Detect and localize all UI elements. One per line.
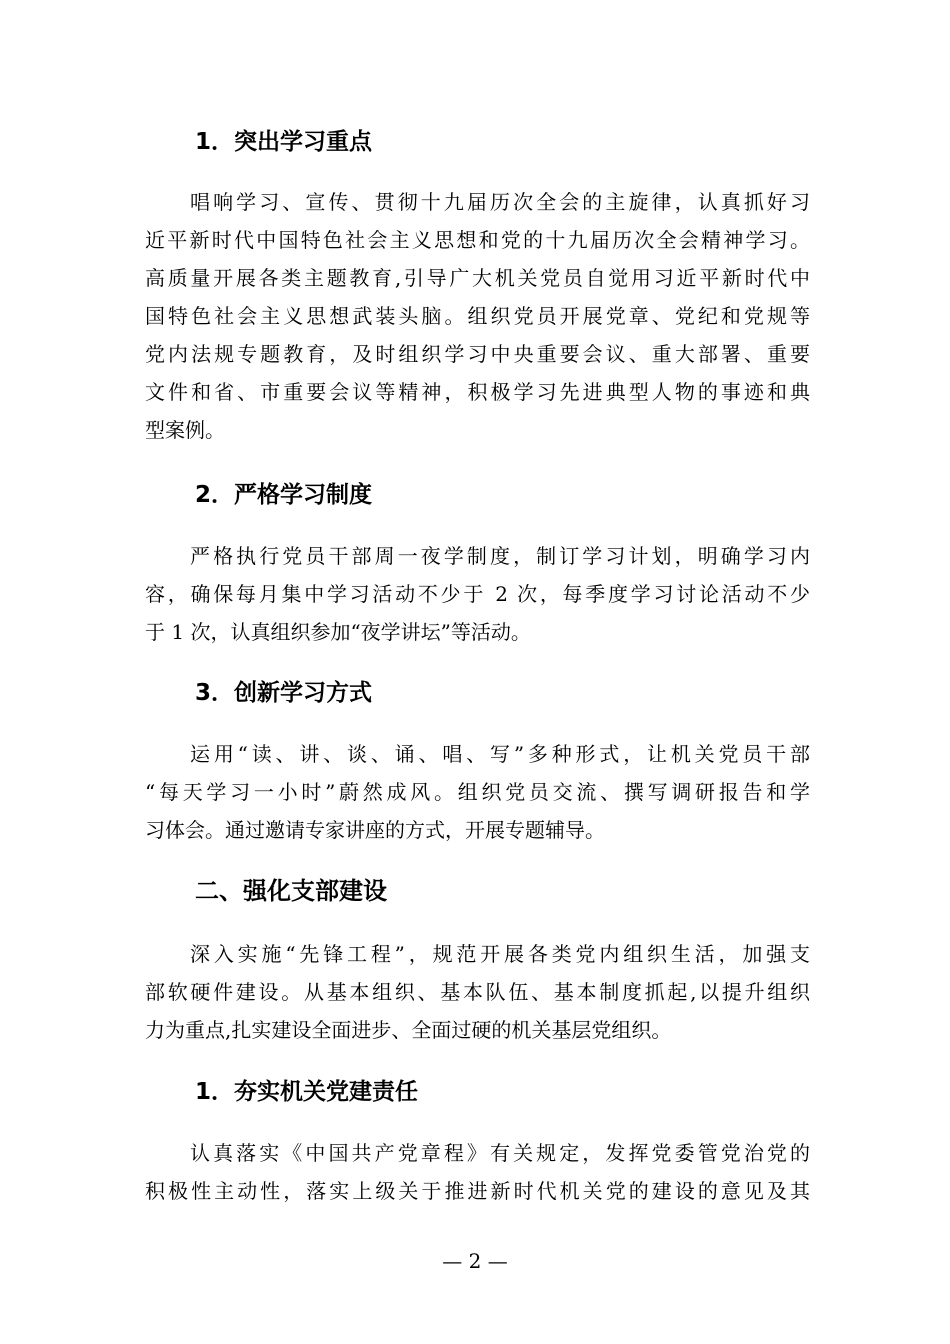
section-heading: 1．突出学习重点 (195, 129, 373, 155)
paragraph (145, 537, 810, 651)
paragraph-line: 严格执行党员干部周一夜学制度，制订学习计划，明确学习内 (190, 544, 810, 568)
paragraph-line: 国特色社会主义思想武装头脑。组织党员开展党章、党纪和党规等 (145, 304, 810, 328)
paragraph-line: 认真落实《中国共产党章程》有关规定，发挥党委管党治党的 (190, 1141, 810, 1165)
paragraph-line: 高质量开展各类主题教育,引导广大机关党员自觉用习近平新时代中 (145, 266, 810, 290)
paragraph-line: 唱响学习、宣传、贯彻十九届历次全会的主旋律，认真抓好习 (190, 190, 810, 214)
paragraph-line: 近平新时代中国特色社会主义思想和党的十九届历次全会精神学习。 (145, 228, 810, 252)
paragraph-line: 型案例。 (145, 418, 225, 442)
paragraph-line: 于 1 次，认真组织参加“夜学讲坛”等活动。 (145, 620, 531, 644)
paragraph-line: 部软硬件建设。从基本组织、基本队伍、基本制度抓起,以提升组织 (145, 980, 810, 1004)
paragraph-line: 深入实施“先锋工程”，规范开展各类党内组织生活，加强支 (190, 942, 810, 966)
paragraph-line: 习体会。通过邀请专家讲座的方式，开展专题辅导。 (145, 818, 605, 842)
paragraph-line: 文件和省、市重要会议等精神，积极学习先进典型人物的事迹和典 (145, 380, 810, 404)
section-heading: 二、强化支部建设 (195, 877, 387, 905)
paragraph (145, 935, 810, 1049)
paragraph-line: 力为重点,扎实建设全面进步、全面过硬的机关基层党组织。 (145, 1018, 672, 1042)
paragraph-line: 容，确保每月集中学习活动不少于 2 次，每季度学习讨论活动不少 (145, 582, 810, 606)
paragraph-line: 党内法规专题教育，及时组织学习中央重要会议、重大部署、重要 (145, 342, 810, 366)
paragraph-line: “每天学习一小时”蔚然成风。组织党员交流、撰写调研报告和学 (145, 780, 810, 804)
paragraph-line: 运用“读、讲、谈、诵、唱、写”多种形式，让机关党员干部 (190, 742, 810, 766)
section-heading: 2．严格学习制度 (195, 482, 373, 508)
section-heading: 3．创新学习方式 (195, 680, 373, 706)
section-heading: 1．夯实机关党建责任 (195, 1079, 419, 1105)
page-number: — 2 — (442, 1249, 508, 1273)
paragraph (145, 183, 810, 449)
paragraph (145, 735, 810, 849)
paragraph-line: 积极性主动性，落实上级关于推进新时代机关党的建设的意见及其 (145, 1179, 810, 1203)
paragraph (145, 1134, 810, 1210)
